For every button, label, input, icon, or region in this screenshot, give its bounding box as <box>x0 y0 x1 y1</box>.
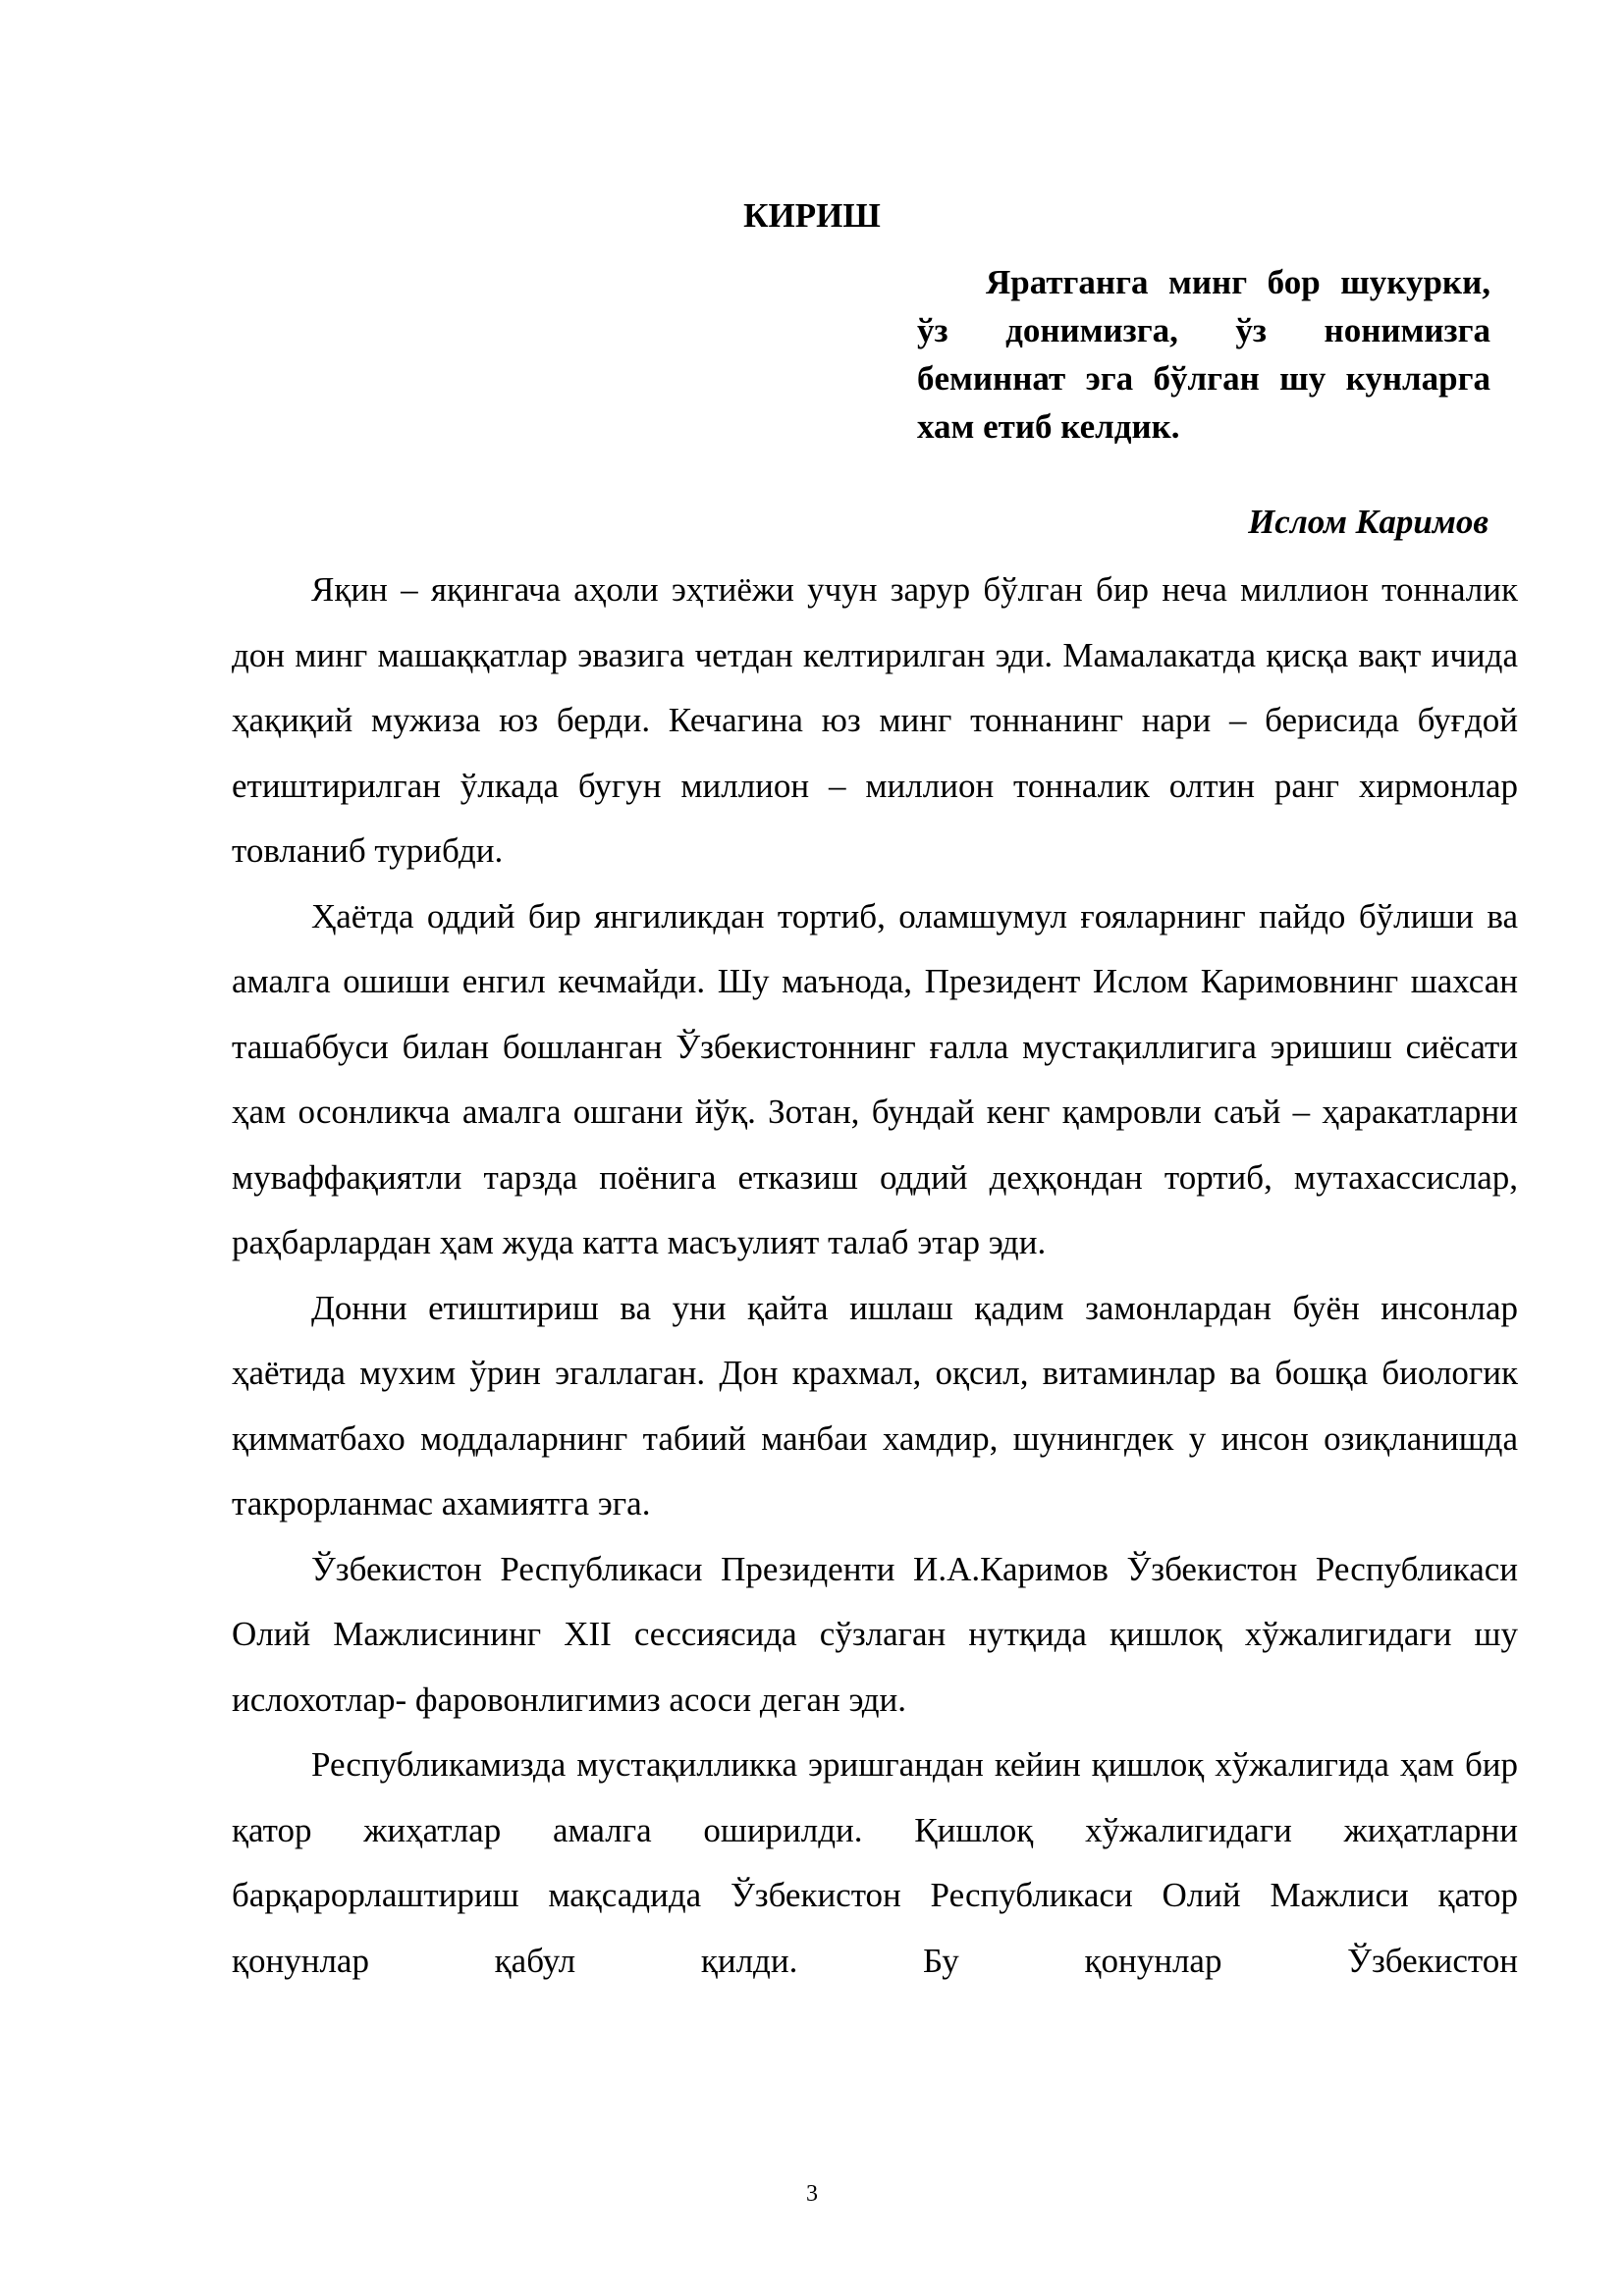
paragraph-5: Республикамизда мустақилликка эришгандан кейин қишлоқ хўжалигида ҳам бир қатор жиҳатлар амалга оширилди. Қишлоқ хўжалигидаги жиҳатларни барқарорлаштириш мақсадида Ўзбекистон Республикаси Олий Мажлиси қатор қонунлар қабул қилди. Бу қонунлар Ўзбекистон <box>232 1745 1518 1980</box>
epigraph-text: Яратганга минг бор шукурки, ўз донимизга, ўз нонимизга бeминнат эга бўлган шу кунларга хам етиб келдик. <box>917 263 1490 446</box>
body-text <box>232 558 1518 1994</box>
paragraph-4: Ўзбекистон Республикаси Президенти И.А.Каримов Ўзбекистон Республикаси Олий Мажлисининг XII сессиясида сўзлаган нутқида қишлоқ хўжалигидаги шу ислохотлар- фаровонлигимиз асоси деган эди. <box>232 1549 1518 1719</box>
paragraph-3: Донни етиштириш ва уни қайта ишлаш қадим замонлардан буён инсонлар ҳаётида мухим ўрин эгаллаган. Дон крахмал, оқсил, витаминлар ва бошқа биологик қимматбахо моддаларнинг табиий манбаи хамдир, шунингдек у инсон озиқланишда такрорланмас ахамиятга эга. <box>232 1288 1518 1522</box>
paragraph-2: Ҳаётда оддий бир янгиликдан тортиб, оламшумул ғояларнинг пайдо бўлиши ва амалга ошиши енгил кечмайди. Шу маънода, Президент Ислом Каримовнинг шахсан ташаббуси билан бошланган Ўзбекистоннинг ғалла мустақиллигига эришиш сиёсати ҳам осонликча амалга ошгани йўқ. Зотан, бундай кенг қамровли саъй – ҳаракатларни муваффақиятли тарзда поёнига етказиш оддий деҳқондан тортиб, мутахассислар, раҳбарлардан ҳам жуда катта масъулият талаб этар эди. <box>232 896 1518 1261</box>
page-number: 3 <box>806 2181 818 2207</box>
paragraph-1: Яқин – яқингача аҳоли эҳтиёжи учун зарур бўлган бир неча миллион тонналик дон минг машаққатлар эвазига четдан келтирилган эди. Мамалакатда қисқа вақт ичида ҳақиқий мужиза юз берди. Кечагина юз минг тоннанинг нари – берисида буғдой етиштирилган ўлкада бугун миллион – миллион тонналик олтин ранг хирмонлар товланиб турибди. <box>232 570 1518 870</box>
epigraph-author: Ислом Каримов <box>1248 503 1489 541</box>
page-title: КИРИШ <box>743 196 881 235</box>
